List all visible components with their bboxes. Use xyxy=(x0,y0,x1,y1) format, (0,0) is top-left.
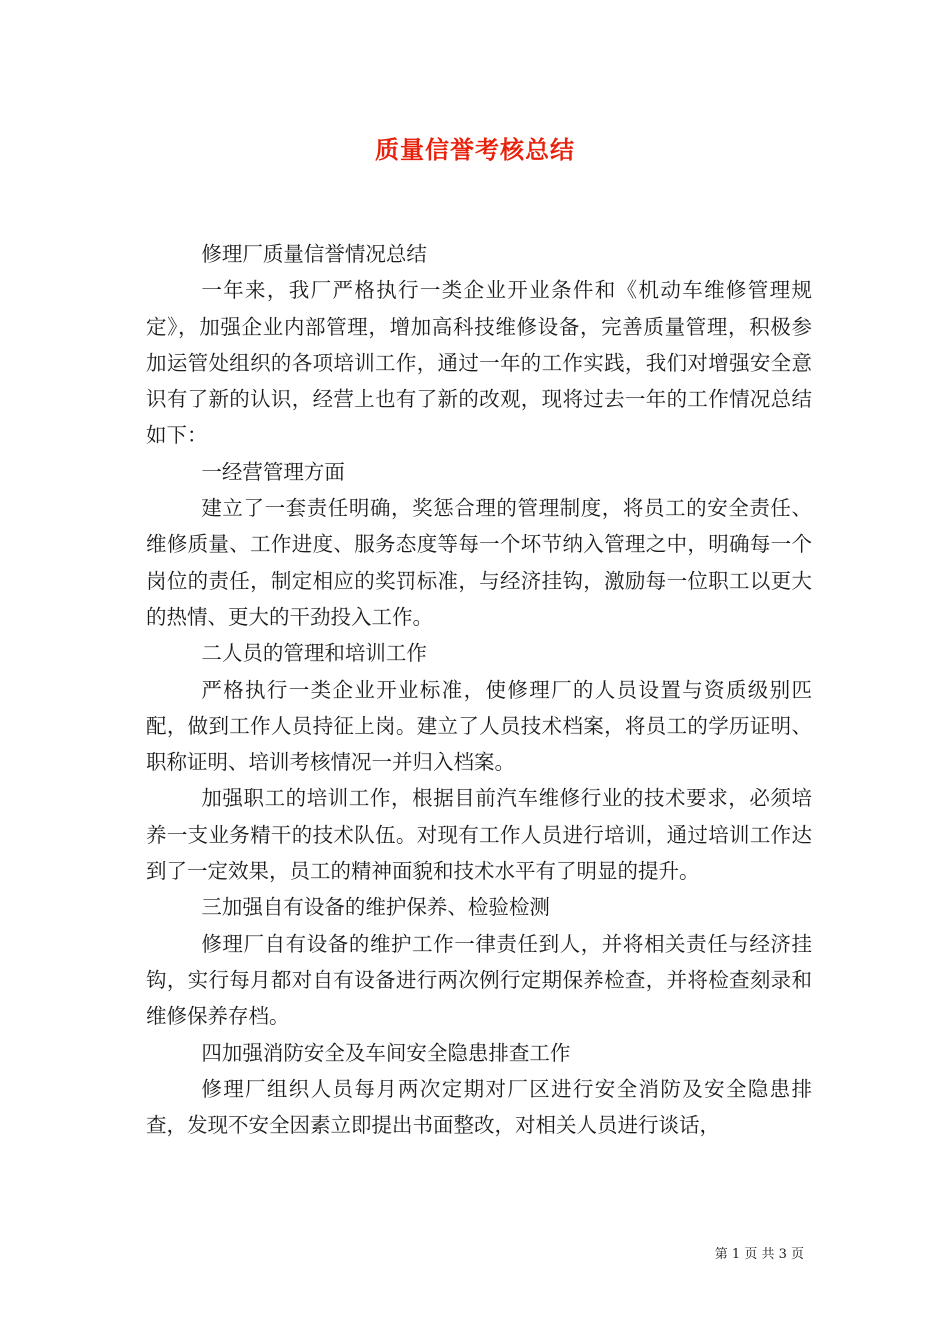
subtitle-paragraph: 修理厂质量信誉情况总结 xyxy=(201,242,427,266)
intro-paragraph: 一年来，我厂严格执行一类企业开业条件和《机动车维修管理规定》，加强企业内部管理，增加高科技维修设备，完善质量管理，积极参加运管处组织的各项培训工作，通过一年的工作实践，我们对增强安全意识有了新的认识，经营上也有了新的改观，现将过去一年的工作情况总结如下： xyxy=(146,278,812,448)
body-paragraph: 修理厂组织人员每月两次定期对厂区进行安全消防及安全隐患排查，发现不安全因素立即提出书面整改，对相关人员进行谈话， xyxy=(146,1076,812,1138)
section-heading-2: 二人员的管理和培训工作 xyxy=(201,641,427,666)
section-heading-4: 四加强消防安全及车间安全隐患排查工作 xyxy=(201,1040,571,1065)
page-number: 第 1 页 共 3 页 xyxy=(714,1247,804,1262)
page-title: 质量信誉考核总结 xyxy=(375,136,575,164)
body-paragraph: 严格执行一类企业开业标准，使修理厂的人员设置与资质级别匹配，做到工作人员持征上岗。建立了人员技术档案，将员工的学历证明、职称证明、培训考核情况一并归入档案。 xyxy=(146,677,812,775)
body-paragraph: 加强职工的培训工作，根据目前汽车维修行业的技术要求，必须培养一支业务精干的技术队伍。对现有工作人员进行培训，通过培训工作达到了一定效果，员工的精神面貌和技术水平有了明显的提升。 xyxy=(146,786,812,884)
body-paragraph: 修理厂自有设备的维护工作一律责任到人，并将相关责任与经济挂钩，实行每月都对自有设备进行两次例行定期保养检查，并将检查刻录和维修保养存档。 xyxy=(146,931,812,1029)
body-paragraph: 建立了一套责任明确，奖惩合理的管理制度，将员工的安全责任、维修质量、工作进度、服务态度等每一个坏节纳入管理之中，明确每一个岗位的责任，制定相应的奖罚标准，与经济挂钩，激励每一位职工以更大的热情、更大的干劲投入工作。 xyxy=(146,496,812,629)
section-heading-1: 一经营管理方面 xyxy=(201,459,345,484)
document-body xyxy=(146,236,812,1143)
section-heading-3: 三加强自有设备的维护保养、检验检测 xyxy=(201,895,550,920)
